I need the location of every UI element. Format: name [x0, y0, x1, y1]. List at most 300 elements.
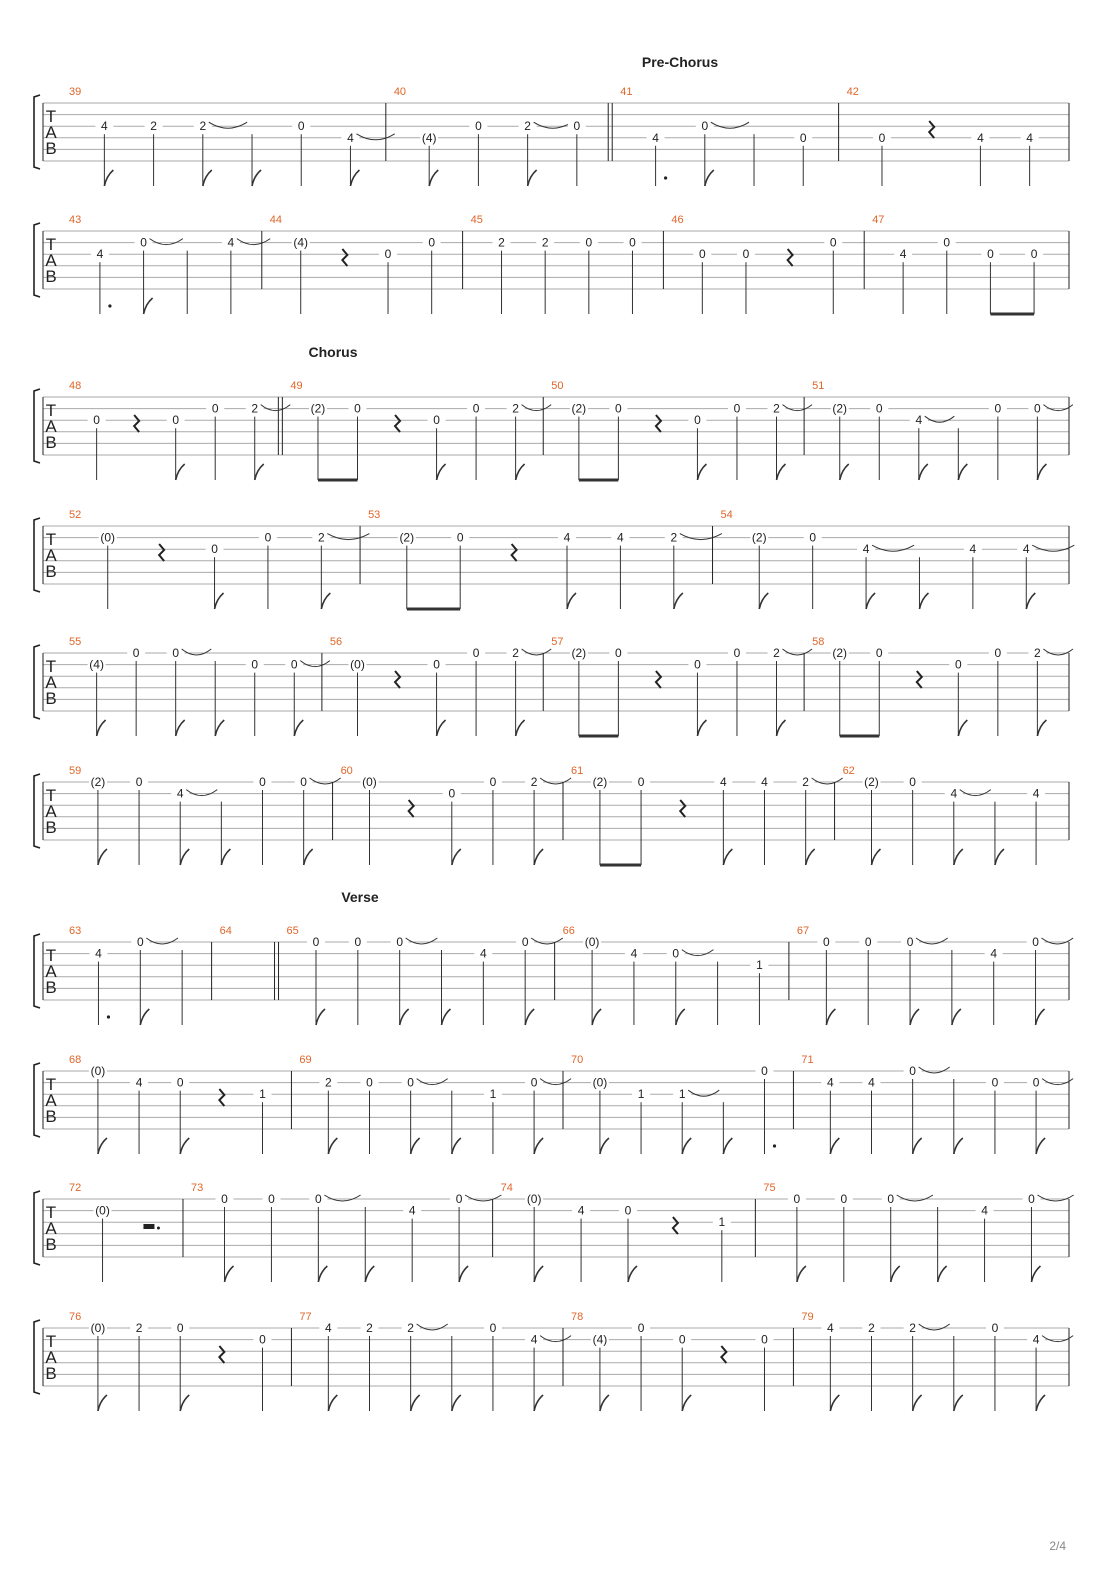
fret-number: 0 [475, 119, 482, 134]
fret-number: 0 [448, 786, 456, 801]
fret-number: 0 [1032, 1075, 1040, 1090]
measure-number: 47 [872, 214, 885, 226]
fret-number: 0 [172, 413, 180, 428]
fret-number: 0 [221, 1192, 228, 1206]
fret-number: 0 [472, 401, 480, 416]
fret-number: 4 [981, 1203, 988, 1218]
note-flag [723, 849, 732, 865]
note-flag [958, 464, 967, 480]
measure-number: 53 [368, 509, 381, 521]
tie [356, 134, 394, 140]
fret-number: 0 [259, 1332, 266, 1347]
fret-number: 0 [315, 1192, 322, 1206]
tie [711, 122, 749, 128]
fret-number: (0) [90, 1064, 106, 1078]
note-flag [954, 1138, 963, 1154]
measure-number: 46 [671, 214, 684, 226]
note-flag [534, 849, 543, 865]
note-flag [592, 1009, 601, 1025]
system-bracket [34, 934, 40, 1008]
tab-clef-letter: A [45, 673, 57, 692]
tie [324, 1195, 360, 1201]
tie [261, 405, 291, 411]
note-flag [567, 593, 576, 609]
fret-number: (2) [832, 401, 848, 416]
fret-number: 0 [176, 1321, 184, 1335]
fret-number: 0 [268, 1192, 275, 1206]
note-flag [459, 1266, 468, 1282]
fret-number: 1 [259, 1087, 266, 1102]
tie [1032, 545, 1074, 551]
quarter-rest [219, 1346, 224, 1363]
quarter-rest [395, 671, 400, 688]
measure-number: 56 [329, 636, 343, 648]
fret-number: 2 [773, 401, 780, 416]
quarter-rest [395, 415, 400, 432]
measure-number: 43 [69, 214, 82, 226]
note-flag [797, 1266, 806, 1282]
fret-number: 0 [456, 530, 464, 545]
fret-number: (4) [293, 235, 309, 250]
note-flag [176, 464, 185, 480]
note-flag [98, 1395, 107, 1411]
dot [108, 304, 111, 307]
fret-number: 0 [761, 1064, 768, 1078]
fret-number: 0 [761, 1332, 768, 1347]
fret-number: 0 [733, 646, 741, 660]
fret-number: 0 [909, 775, 916, 789]
note-flag [294, 720, 303, 736]
tie [812, 778, 843, 784]
note-flag [98, 1138, 107, 1154]
measure-number: 77 [299, 1311, 312, 1323]
fret-number: 2 [670, 530, 678, 545]
tie [150, 239, 183, 245]
fret-number: 0 [987, 247, 994, 262]
fret-number: 2 [135, 1321, 143, 1335]
note-flag [97, 720, 106, 736]
fret-number: 4 [990, 946, 998, 961]
dot [773, 1144, 776, 1147]
note-flag [534, 1395, 543, 1411]
fret-number: 0 [1034, 401, 1041, 416]
tie [146, 938, 178, 944]
fret-number: (4) [421, 130, 437, 145]
tie [688, 1090, 719, 1096]
fret-number: 2 [524, 119, 531, 134]
fret-number: 4 [95, 946, 102, 961]
note-flag [215, 720, 224, 736]
fret-number: (0) [90, 1321, 106, 1335]
note-flag [697, 720, 706, 736]
fret-number: 0 [875, 401, 883, 416]
fret-number: 0 [994, 646, 1002, 660]
fret-number: (0) [100, 530, 116, 545]
fret-number: 0 [793, 1192, 801, 1206]
section-label: Verse [341, 889, 379, 905]
fret-number: (2) [310, 401, 326, 416]
note-flag [919, 464, 928, 480]
note-flag [913, 1395, 922, 1411]
tab-clef-letter: B [45, 433, 57, 452]
tab-clef-letter: B [45, 1107, 57, 1126]
fret-number: 0 [991, 1321, 999, 1335]
fret-number: 0 [297, 119, 305, 134]
note-flag [871, 849, 880, 865]
note-flag [830, 1395, 839, 1411]
note-flag [826, 1009, 835, 1025]
note-flag [365, 1266, 374, 1282]
note-flag [104, 170, 113, 186]
tie [522, 405, 552, 411]
fret-number: (0) [584, 935, 600, 949]
note-flag [1026, 593, 1035, 609]
tab-clef-letter: A [45, 417, 57, 436]
fret-number: 0 [809, 530, 817, 545]
note-flag [516, 464, 525, 480]
tab-clef-letter: B [45, 562, 57, 581]
system-bracket [34, 1320, 40, 1394]
fret-number: (2) [592, 775, 608, 789]
note-flag [321, 593, 330, 609]
fret-number: (0) [362, 775, 377, 789]
page-number: 2/4 [1049, 1539, 1066, 1553]
note-flag [525, 1009, 534, 1025]
measure-number: 60 [340, 765, 353, 777]
fret-number: 0 [300, 775, 307, 789]
tab-clef-letter: B [45, 978, 57, 997]
tie [897, 1195, 933, 1201]
tab-system [34, 636, 1073, 736]
dot [107, 1015, 110, 1018]
fret-number: 0 [172, 646, 180, 660]
quarter-rest [680, 800, 685, 817]
tie [782, 405, 812, 411]
note-flag [600, 1395, 609, 1411]
fret-number: 0 [489, 1321, 497, 1335]
measure-number: 76 [69, 1311, 82, 1323]
measure-number: 79 [801, 1311, 814, 1323]
fret-number: 0 [994, 401, 1002, 416]
fret-number: 4 [563, 530, 571, 545]
tie [1042, 1336, 1073, 1342]
note-flag [221, 849, 230, 865]
tab-system [34, 509, 1074, 609]
fret-number: 0 [433, 657, 440, 672]
quarter-rest [673, 1217, 678, 1234]
tab-system [34, 925, 1073, 1025]
tab-clef-letter: A [45, 802, 57, 821]
fret-number: 2 [150, 119, 157, 134]
fret-number: 4 [530, 1332, 538, 1347]
quarter-rest [219, 1089, 224, 1106]
fret-number: 0 [93, 413, 100, 428]
section-label: Pre-Chorus [641, 54, 719, 70]
tab-clef-letter: A [45, 962, 57, 981]
note-flag [723, 1138, 732, 1154]
fret-number: 2 [317, 530, 325, 545]
measure-number: 78 [571, 1311, 584, 1323]
tie [1037, 1195, 1073, 1201]
note-flag [437, 720, 446, 736]
fret-number: 0 [875, 646, 883, 660]
measure-number: 49 [290, 380, 303, 392]
fret-number: 0 [176, 1075, 184, 1090]
fret-number: 0 [733, 401, 741, 416]
measure-number: 67 [796, 925, 810, 937]
note-flag [411, 1138, 420, 1154]
note-flag [225, 1266, 234, 1282]
section-label: Chorus [308, 344, 358, 360]
fret-number: 0 [384, 247, 392, 262]
note-flag [328, 1138, 337, 1154]
note-flag [400, 1009, 409, 1025]
fret-number: 0 [906, 935, 914, 949]
fret-number: 0 [366, 1075, 373, 1090]
tab-system [34, 86, 1069, 186]
fret-number: 4 [135, 1075, 143, 1090]
tie [680, 534, 722, 540]
note-flag [628, 1266, 637, 1282]
fret-number: (0) [350, 657, 365, 672]
fret-number: 0 [259, 775, 266, 789]
note-flag [705, 170, 714, 186]
tab-clef-letter: T [45, 1203, 57, 1222]
tab-clef-letter: A [45, 546, 57, 565]
note-flag [682, 1138, 691, 1154]
measure-number: 57 [551, 636, 564, 648]
fret-number: 4 [1032, 786, 1040, 801]
note-flag [938, 1266, 947, 1282]
fret-number: 0 [887, 1192, 895, 1206]
fret-number: 0 [864, 935, 872, 949]
tie [960, 790, 991, 796]
measure-number: 69 [299, 1054, 312, 1066]
measure-number: 45 [470, 214, 483, 226]
note-flag [1036, 1395, 1045, 1411]
quarter-rest [342, 249, 347, 266]
fret-number: 4 [652, 130, 659, 145]
tie [682, 950, 714, 956]
measure-number: 50 [551, 380, 564, 392]
measure-number: 52 [69, 509, 82, 521]
tie [1042, 938, 1074, 944]
tie [540, 1336, 571, 1342]
fret-number: 2 [773, 646, 780, 660]
fret-number: 4 [1032, 1332, 1040, 1347]
fret-number: 4 [101, 119, 108, 134]
fret-number: 0 [211, 401, 219, 416]
note-flag [203, 170, 212, 186]
fret-number: (2) [864, 775, 879, 789]
measure-number: 70 [571, 1054, 584, 1066]
measure-number: 39 [69, 86, 82, 98]
fret-number: (0) [95, 1203, 110, 1218]
quarter-rest [512, 544, 517, 561]
fret-number: 4 [347, 130, 354, 145]
note-flag [140, 1009, 149, 1025]
fret-number: 0 [433, 413, 440, 428]
fret-number: 0 [136, 935, 144, 949]
measure-number: 73 [190, 1182, 204, 1194]
tab-system [34, 1054, 1073, 1154]
fret-number: 2 [1034, 646, 1041, 660]
fret-number: 1 [678, 1087, 686, 1102]
fret-number: 4 [1022, 542, 1030, 557]
tab-system [34, 1311, 1073, 1411]
fret-number: 4 [827, 1075, 834, 1090]
note-flag [252, 170, 261, 186]
note-flag [697, 464, 706, 480]
measure-number: 61 [571, 765, 584, 777]
tab-clef-letter: T [45, 107, 57, 126]
fret-number: 2 [541, 235, 549, 250]
fret-number: 2 [802, 775, 809, 789]
tab-system [34, 765, 1069, 865]
note-flag [176, 720, 185, 736]
fret-number: (4) [89, 657, 104, 672]
note-flag [452, 849, 461, 865]
note-flag [891, 1266, 900, 1282]
tab-system [34, 1182, 1074, 1282]
tab-clef-letter: A [45, 1091, 57, 1110]
fret-number: 2 [512, 646, 519, 660]
note-flag [919, 593, 928, 609]
tie [182, 649, 212, 655]
tie [406, 938, 438, 944]
dot [157, 1227, 160, 1230]
tab-clef-letter: T [45, 786, 57, 805]
note-flag [776, 464, 785, 480]
half-rest [143, 1224, 154, 1229]
system-bracket [34, 1191, 40, 1265]
fret-number: 4 [577, 1203, 585, 1218]
measure-number: 51 [812, 380, 825, 392]
tie [327, 534, 369, 540]
measure-number: 41 [620, 86, 633, 98]
fret-number: 0 [396, 935, 404, 949]
fret-number: 0 [694, 413, 701, 428]
tie [540, 778, 571, 784]
fret-number: 4 [899, 247, 907, 262]
note-flag [958, 720, 967, 736]
fret-number: 4 [720, 775, 727, 789]
fret-number: 0 [1032, 935, 1039, 949]
measure-number: 66 [562, 925, 575, 937]
fret-number: 0 [742, 247, 750, 262]
fret-number: 4 [617, 530, 624, 545]
measure-number: 54 [720, 509, 733, 521]
system-bracket [34, 645, 40, 719]
fret-number: 0 [637, 1321, 645, 1335]
tab-clef-letter: T [45, 401, 57, 420]
quarter-rest [788, 249, 793, 266]
tie [465, 1195, 501, 1201]
fret-number: (2) [399, 530, 415, 545]
tab-clef-letter: B [45, 1235, 57, 1254]
tie [237, 239, 270, 245]
note-flag [429, 170, 438, 186]
fret-number: 2 [407, 1321, 414, 1335]
note-flag [776, 720, 785, 736]
fret-number: (2) [832, 646, 848, 660]
fret-number: 0 [694, 657, 701, 672]
note-flag [1036, 1138, 1045, 1154]
system-bracket [34, 518, 40, 592]
note-flag [411, 1395, 420, 1411]
note-flag [913, 1138, 922, 1154]
fret-number: 0 [489, 775, 497, 789]
tab-clef-letter: B [45, 139, 57, 158]
tie [919, 1067, 950, 1073]
note-flag [866, 593, 875, 609]
tab-clef-letter: T [45, 657, 57, 676]
fret-number: 2 [325, 1075, 332, 1090]
note-flag [910, 1009, 919, 1025]
tie [186, 790, 217, 796]
tab-clef-letter: T [45, 1332, 57, 1351]
fret-number: 4 [950, 786, 958, 801]
tab-clef-letter: B [45, 818, 57, 837]
fret-number: (0) [526, 1192, 542, 1206]
measure-number: 48 [69, 380, 82, 392]
fret-number: 4 [977, 130, 984, 145]
note-flag [676, 1009, 685, 1025]
measure-number: 44 [269, 214, 283, 226]
fret-number: 0 [678, 1332, 686, 1347]
measure-number: 68 [69, 1054, 82, 1066]
tab-clef-letter: T [45, 235, 57, 254]
note-flag [674, 593, 683, 609]
note-flag [840, 464, 849, 480]
note-flag [1037, 720, 1046, 736]
system-bracket [34, 1063, 40, 1137]
fret-number: 1 [718, 1215, 726, 1230]
fret-number: 0 [701, 119, 709, 134]
fret-number: 0 [698, 247, 706, 262]
tab-clef-letter: A [45, 251, 57, 270]
note-flag [98, 849, 107, 865]
note-flag [952, 1009, 961, 1025]
fret-number: 0 [878, 130, 886, 145]
quarter-rest [159, 544, 164, 561]
fret-number: 4 [408, 1203, 416, 1218]
note-flag [1037, 464, 1046, 480]
fret-number: 0 [211, 542, 218, 557]
note-flag [215, 593, 224, 609]
fret-number: 2 [366, 1321, 373, 1335]
tie [310, 778, 341, 784]
quarter-rest [656, 671, 661, 688]
fret-number: (2) [571, 646, 587, 660]
tab-clef-letter: B [45, 1364, 57, 1383]
fret-number: 1 [489, 1087, 497, 1102]
tie [872, 545, 914, 551]
fret-number: 0 [354, 935, 362, 949]
fret-number: 0 [251, 657, 259, 672]
fret-number: (0) [592, 1075, 608, 1090]
tie [925, 416, 955, 422]
measure-number: 71 [801, 1054, 814, 1066]
fret-number: 0 [140, 235, 147, 250]
fret-number: 2 [909, 1321, 916, 1335]
fret-number: 0 [840, 1192, 848, 1206]
fret-number: 0 [672, 946, 680, 961]
fret-number: 4 [915, 413, 923, 428]
fret-number: 0 [615, 401, 622, 416]
measure-number: 64 [219, 925, 232, 937]
fret-number: 2 [251, 401, 259, 416]
